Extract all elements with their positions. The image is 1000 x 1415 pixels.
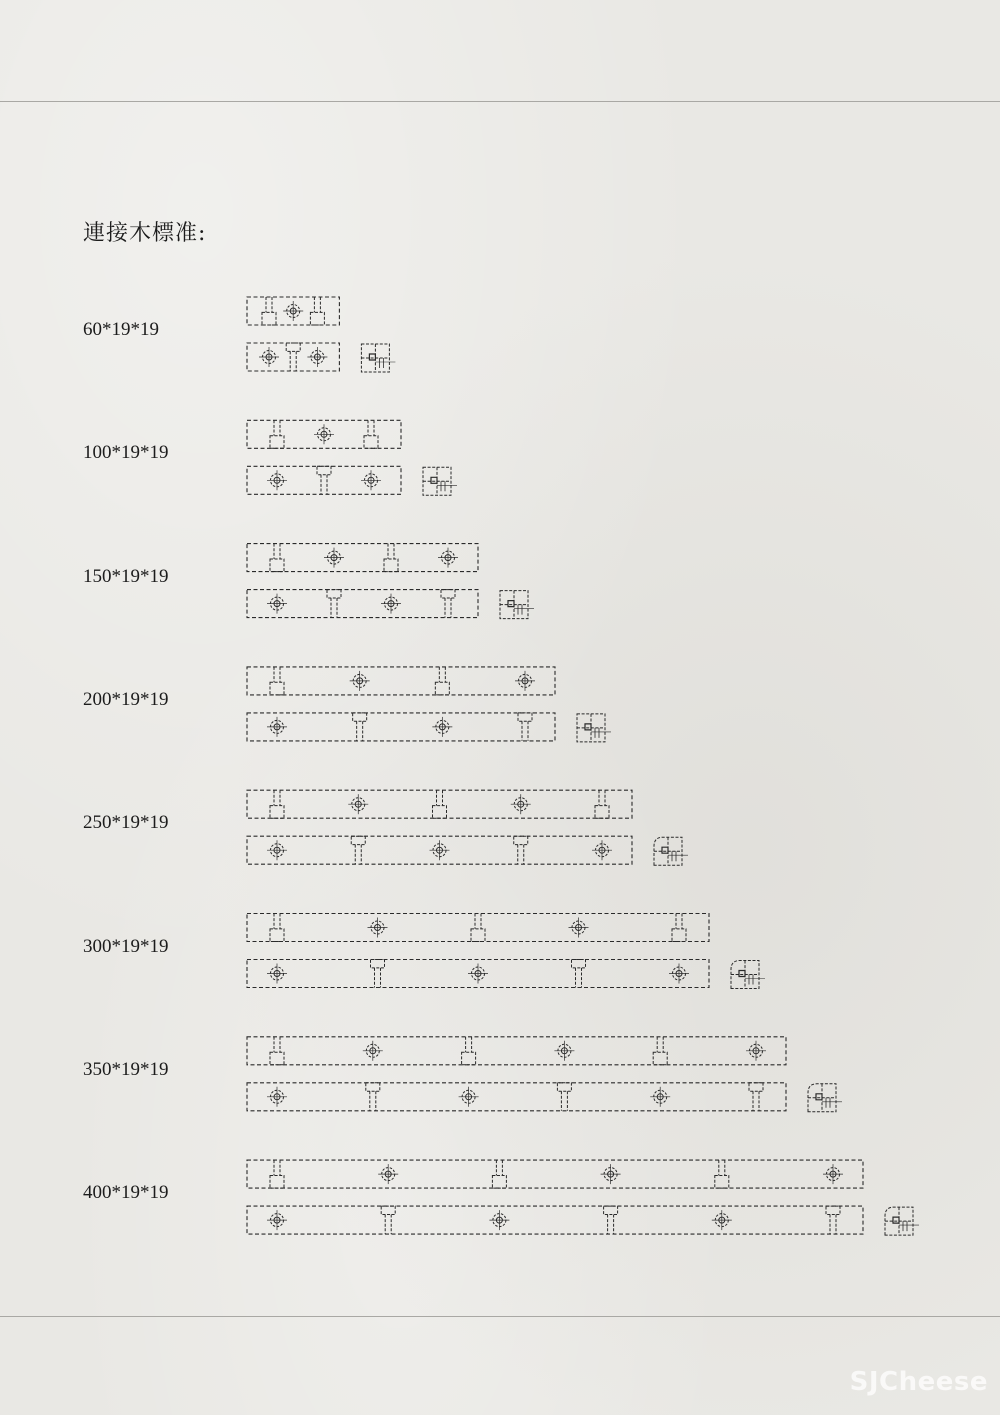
watermark-logo: SJCheese [849,1367,988,1397]
screw-icon [514,836,528,864]
screw-icon [557,1083,571,1111]
screw-icon [749,1083,763,1111]
screw-icon [604,1206,618,1234]
dowel-hole-icon [569,918,589,938]
top-view [247,420,401,448]
dowel-hole-icon [363,1041,383,1061]
dowel-hole-icon [511,794,531,814]
screw-icon [595,790,609,818]
side-view [247,590,478,618]
dowel-hole-icon [267,470,287,490]
connector-size-label: 350*19*19 [83,1058,169,1080]
dowel-hole-icon [554,1041,574,1061]
connector-drawing [247,544,534,619]
connector-size-label: 300*19*19 [83,935,169,957]
connector-size-label: 200*19*19 [83,688,169,710]
dowel-hole-icon [259,347,279,367]
dowel-hole-icon [378,1164,398,1184]
connector-drawing [247,667,611,742]
screw-icon [366,1083,380,1111]
side-view [247,836,632,864]
side-view [247,1083,786,1111]
dowel-hole-icon [432,717,452,737]
screw-icon [262,297,276,325]
side-view [247,1206,863,1234]
screw-icon [310,297,324,325]
cross-section-icon [731,961,765,989]
screw-icon [435,667,449,695]
top-view [247,544,478,572]
cross-section-icon [361,344,395,372]
side-view [247,343,339,371]
dowel-hole-icon [267,964,287,984]
dowel-hole-icon [267,840,287,860]
screw-icon [270,420,284,448]
side-view [247,960,709,988]
dowel-hole-icon [669,964,689,984]
dowel-hole-icon [438,548,458,568]
screw-icon [270,544,284,572]
connector-size-label: 100*19*19 [83,442,169,464]
top-view [247,790,632,818]
screw-icon [672,914,686,942]
top-view [247,1037,786,1065]
dowel-hole-icon [350,671,370,691]
screw-icon [317,466,331,494]
dowel-hole-icon [592,840,612,860]
screw-icon [653,1037,667,1065]
side-view [247,466,401,494]
screw-icon [270,1160,284,1188]
dowel-hole-icon [489,1210,509,1230]
cross-section-icon [577,714,611,742]
connector-drawing [247,297,395,372]
screw-icon [471,914,485,942]
dowel-hole-icon [348,794,368,814]
dowel-hole-icon [430,840,450,860]
dowel-hole-icon [746,1041,766,1061]
screw-icon [826,1206,840,1234]
connector-drawing [247,790,688,865]
connector-drawing [247,914,765,989]
page-title: 連接木標准: [83,221,207,246]
screw-icon [353,713,367,741]
dowel-hole-icon [650,1087,670,1107]
top-view [247,297,339,325]
screw-icon [270,667,284,695]
side-view [247,713,555,741]
screw-icon [327,590,341,618]
dowel-hole-icon [368,918,388,938]
connector-drawing [247,1037,842,1112]
connector-size-label: 150*19*19 [83,565,169,587]
dowel-hole-icon [515,671,535,691]
top-view [247,1160,863,1188]
screw-icon [462,1037,476,1065]
screw-icon [270,790,284,818]
dowel-hole-icon [267,1087,287,1107]
cross-section-icon [500,591,534,619]
screw-icon [715,1160,729,1188]
dowel-hole-icon [267,1210,287,1230]
screw-icon [381,1206,395,1234]
dowel-hole-icon [381,594,401,614]
cross-section-icon [885,1207,919,1235]
screw-icon [364,420,378,448]
dowel-hole-icon [601,1164,621,1184]
connector-drawing [247,1160,919,1235]
connector-size-label: 60*19*19 [83,319,159,340]
dowel-hole-icon [307,347,327,367]
dowel-hole-icon [468,964,488,984]
dowel-hole-icon [361,470,381,490]
dowel-hole-icon [267,717,287,737]
screw-icon [371,960,385,988]
screw-icon [572,960,586,988]
top-view [247,914,709,942]
connector-size-label: 400*19*19 [83,1182,169,1204]
dowel-hole-icon [283,301,303,321]
dowel-hole-icon [712,1210,732,1230]
screw-icon [441,590,455,618]
screw-icon [286,343,300,371]
screw-icon [518,713,532,741]
screw-icon [351,836,365,864]
screw-icon [433,790,447,818]
dowel-hole-icon [324,548,344,568]
screw-icon [270,914,284,942]
cross-section-icon [654,837,688,865]
dowel-hole-icon [314,424,334,444]
screw-icon [270,1037,284,1065]
connector-drawing [247,420,457,495]
cross-section-icon [808,1084,842,1112]
screw-icon [492,1160,506,1188]
cross-section-icon [423,467,457,495]
dowel-hole-icon [267,594,287,614]
dowel-hole-icon [459,1087,479,1107]
screw-icon [384,544,398,572]
connector-size-label: 250*19*19 [83,812,169,834]
dowel-hole-icon [823,1164,843,1184]
top-view [247,667,555,695]
